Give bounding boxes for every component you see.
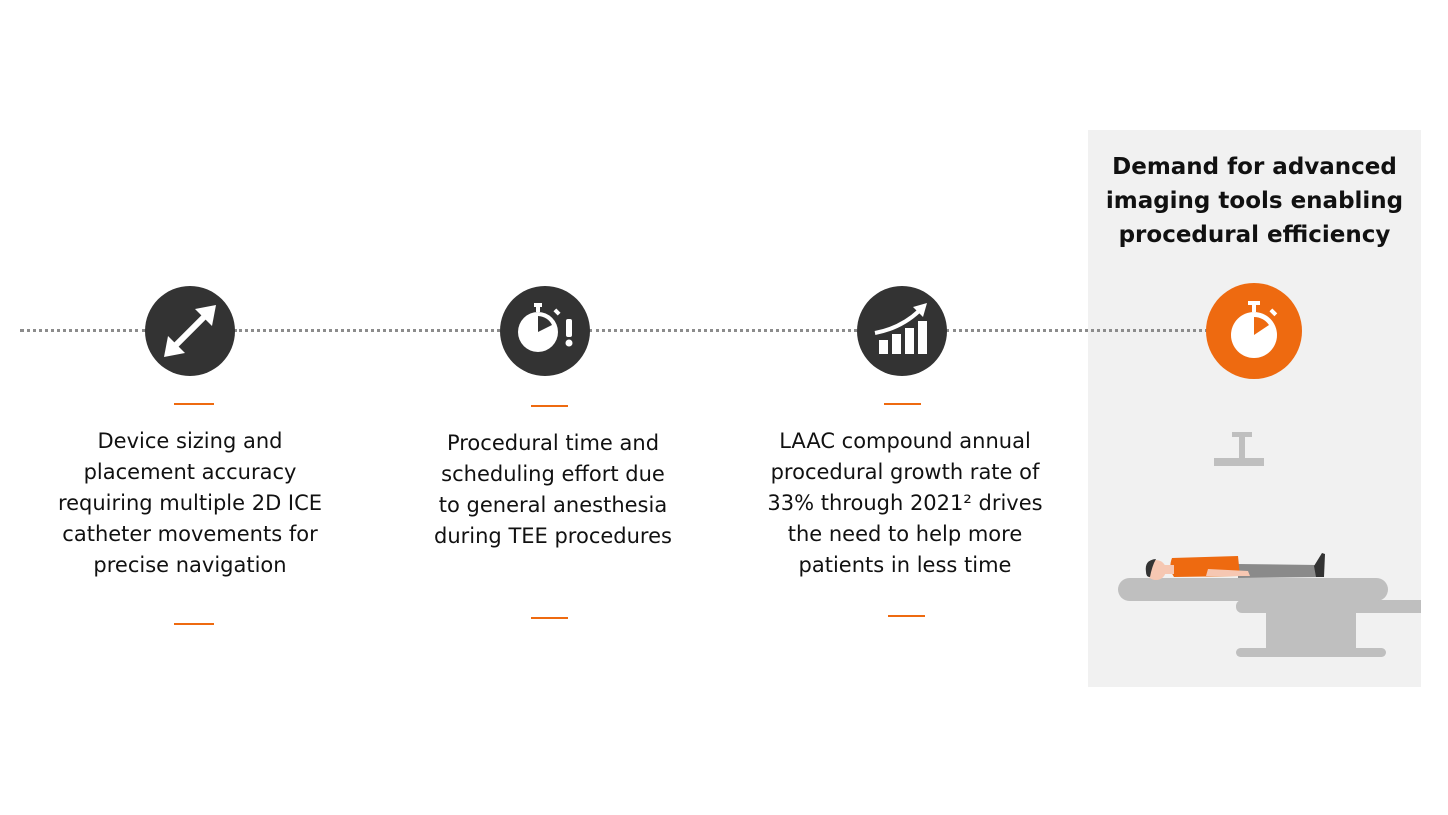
text-line: during TEE procedures [434, 524, 672, 548]
text-line: Device sizing and [97, 429, 283, 453]
text-line: 33% through 2021² drives [767, 491, 1043, 515]
text-line: to general anesthesia [438, 493, 668, 517]
accent-rule [884, 403, 921, 405]
timeline-connector [946, 329, 1208, 332]
patient-on-table-icon [1088, 420, 1421, 670]
imaging-device-icon [1214, 432, 1264, 466]
stopwatch-alert-icon [500, 286, 590, 376]
panel-title-line-1: Demand for advanced [1112, 154, 1397, 180]
timeline-connector [20, 329, 146, 332]
growth-chart-icon [857, 286, 947, 376]
text-line: procedural growth rate of [770, 460, 1040, 484]
text-line: placement accuracy [83, 460, 297, 484]
step-description [750, 426, 1060, 581]
imaging-scene [1088, 420, 1421, 674]
text-line: LAAC compound annual [779, 429, 1031, 453]
text-line: patients in less time [798, 553, 1012, 577]
stopwatch-icon [1206, 283, 1302, 379]
step-description [40, 426, 340, 581]
accent-rule [174, 403, 214, 405]
text-line: the need to help more [787, 522, 1023, 546]
timeline-connector [234, 329, 500, 332]
text-line: requiring multiple 2D ICE [57, 491, 323, 515]
panel-title-line-3: procedural efficiency [1118, 222, 1391, 248]
accent-rule [888, 615, 925, 617]
accent-rule [531, 405, 568, 407]
text-line: catheter movements for [62, 522, 318, 546]
text-line: Procedural time and [446, 431, 660, 455]
resize-arrows-icon [145, 286, 235, 376]
step-description [403, 428, 703, 552]
text-line: precise navigation [93, 553, 287, 577]
panel-title-line-2: imaging tools enabling [1105, 188, 1404, 214]
accent-rule [531, 617, 568, 619]
timeline-connector [589, 329, 857, 332]
accent-rule [174, 623, 214, 625]
panel-title [1088, 150, 1421, 252]
text-line: scheduling effort due [441, 462, 665, 486]
